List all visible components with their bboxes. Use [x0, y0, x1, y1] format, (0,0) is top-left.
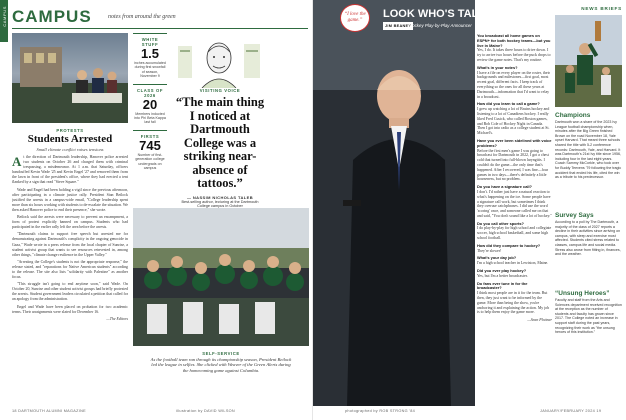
qa-item [477, 139, 552, 182]
photo-credit: photographed by ROB STRONG '84 [345, 409, 416, 413]
article-paragraph: "This struggle isn't going to end anytime soon," said Wade. On October 20, Sunrise and other student activist groups had briefly protested the arrests. Student government leaders circulated a petition that called for an apology from the administration. [12, 282, 128, 302]
article-paragraph: "Arresting the College's students is not the appropriate response," the release stated, and "reparations for Native American students" according to the release. The site also lists "solidarity with Palestine" as another focus. [12, 259, 128, 280]
protest-photo-illustration [12, 33, 128, 123]
qa-answer: Before the first men's game I was going to broadcast for Dartmouth in 2022, I got a chest cold that turned into full-blown laryngitis. I couldn't do the game—the only time that's happened. After I recovered, I was fine—four games in two days—there's definitely a little hoarseness, but no problem. [477, 148, 549, 182]
side-tab-label: CAMPUS [2, 6, 7, 27]
qa-item [477, 102, 552, 136]
brief-text [555, 120, 622, 180]
article-deck: Small climate conflict raises tensions [36, 147, 104, 152]
qa-question: You broadcast all home games on ESPN+ for both hockey teams—but you live in Maine? [477, 34, 551, 48]
stat-number: 20 [142, 96, 158, 112]
article-paragraph: Engel and Wade have been placed on probation for two academic terms. Their arraignments were slated for December 16. [12, 304, 128, 314]
section-title: CAMPUS [12, 7, 92, 26]
article-paragraph: At the direction of Dartmouth leadership, Hanover police arrested two students on October 26 and charged them with criminal trespassing, a misdemeanor. At 1 a.m. that Saturday, officers handcuffed Kevin Wade '25 and Kevin Engel '27 and removed them from the lawn in front of the president's office, where they had erected a tent flanked by a sign that read "Sieve Square." [12, 155, 128, 185]
photo-caption-kicker: SELF-SERVICE [202, 351, 240, 356]
folio-left: 18 DARTMOUTH ALUMNI MAGAZINE [12, 409, 86, 413]
article-paragraph: Beilock said the arrests were necessary to prevent an encampment, a form of protest explicitly banned on campus. Students who had participated in the earlier rally left the area before the arrests. [12, 215, 128, 230]
qa-item [477, 34, 552, 63]
qa-answer: I grew up watching a lot of Bruins hockey and listening to a lot of Canadiens hockey. I really liked Fred Cusick, who called Boston games, and Bob Cole of Hockey Night in Canada. Then I got into radio as a college student at St. Michael's. [477, 107, 550, 136]
selfie-photo [133, 208, 309, 346]
brief-paragraph: According to a poll by The Dartmouth, a majority of the class of 2027 reports a decline in their activities since arriving on campus, with sleep and exercise most affected. Students cited stress related to classes, campus life and social media. Stress also arose from fitting in, finances, and the weather. [555, 220, 621, 257]
qa-answer: I think most people are in it for the team. But then, they just want to be informed by the game. More than being the show, you're anchoring it and explaining the action. My job is to help them enjoy the game more. [477, 291, 550, 315]
brief-paragraph: Faculty and staff from the Arts and Sciences department received recognition at the reception as the number of students and faculty has grown since 2017. The College noted an increase in support staff during the past years, recognizing their work as "the unsung heroes of this institution." [555, 298, 622, 335]
qa-answer: I'm a high school teacher in Lewiston, Maine. [477, 261, 549, 266]
article-body [12, 155, 128, 405]
announcer-portrait-illustration [313, 0, 475, 406]
quote-kicker: VISITING VOICE [199, 88, 241, 93]
stat-kicker: FIRSTS [140, 133, 160, 139]
qa-item [477, 256, 552, 266]
qa-question: Have you ever been sidelined with voice problems? [477, 137, 552, 148]
article-kicker: PROTESTS [56, 128, 84, 133]
qa-column [475, 34, 552, 406]
stat-kicker: CLASS OF 2026 [137, 87, 163, 98]
qa-item [477, 185, 552, 219]
article-paragraph: "Dartmouth claims to support free speech but arrested me for demonstrating against Dartmouth's complicity in the ongoing genocide in Gaza," Wade wrote in a press release from the local chapter of Sunrise, a student activist group that wants to see resources reinvested in, among other things, "climate change resilience in the Upper Valley." [12, 232, 128, 257]
stat-number: 1.5 [140, 46, 160, 61]
selfie-photo-illustration [133, 208, 309, 346]
qa-answer: I don't. I'd rather just have a natural reaction to what's happening on the ice. Some people have a signature call work, but sometimes I think they overuse catchphrases. I did use the word 'scoring' once, and someone called me on that and said, "You don't sound like a lot of hockey." [477, 189, 552, 218]
news-brief [555, 112, 622, 181]
brief-title: Champions [555, 112, 591, 119]
section-rule [12, 28, 308, 29]
interviewee-name: JIM BEANEY [385, 24, 412, 28]
qa-signoff: —Sean Plottner [527, 318, 552, 323]
celebration-photo-illustration [555, 15, 622, 107]
speaker-illustration [176, 36, 262, 88]
qa-question: Do fans ever tune in for the broadcaster? [477, 280, 528, 291]
quote-attribution [175, 195, 265, 208]
stat-kicker: WHITE STUFF [141, 37, 159, 47]
section-header [12, 7, 308, 27]
section-side-tab [0, 0, 8, 42]
qa-question: Do you have a signature call? [477, 184, 532, 190]
qa-answer: They're slower! [477, 248, 502, 253]
announcer-photo [313, 0, 475, 406]
qa-item [477, 282, 552, 316]
qa-item [477, 66, 552, 100]
quote-attribution-name: — NASSIM NICHOLAS TALEB [186, 194, 253, 200]
brief-title: “Unsung Heroes” [555, 290, 610, 297]
qa-question: How did they compare to hockey? [477, 242, 541, 248]
drop-cap: A [12, 155, 22, 169]
qa-answer: I have a file on every player on the roster, their backgrounds and milestones—first goal, most recent goal, different facts. I keep track of everything so the ones for all these years at Dartmouth—information that I'd want to relay in a broadcast. [477, 70, 550, 99]
stat-block [133, 84, 167, 125]
feature-title: LOOK WHO'S TALKING [383, 8, 506, 20]
qa-item [477, 269, 552, 279]
qa-answer: I do play-by-play for high school and collegiate soccer, high school basketball, and some high school football. [477, 226, 552, 241]
brief-text [555, 298, 622, 335]
article-signoff: —The Editors [106, 316, 128, 321]
qa-question: Did you ever play hockey? [477, 268, 527, 274]
interviewee-role: Hockey Play-by-Play Announcer [409, 23, 472, 28]
stat-caption: inches accumulated during first snowfall of season, November 9 [134, 61, 166, 79]
quote-attribution-role: Best-selling author, lecturing at the Dartmouth College campus in October [181, 199, 259, 208]
protest-photo [12, 33, 128, 123]
news-briefs-heading: NEWS BRIEFS [581, 6, 622, 11]
qa-item [477, 244, 552, 254]
stat-number: 745 [139, 137, 161, 153]
stat-block [133, 33, 167, 79]
brief-paragraph: Dartmouth won a share of the 2023 Ivy League football championship when, minutes after the Big Green finished Brown on the road November 18, Yale upset Harvard. That meant three schools shared the title with 5-2 conference records: Dartmouth, Yale, and Harvard. It was Dartmouth's 21st Ivy title since 1956, including four in the last eight years. Coach Sammy McCorkle, who took over for Buddy Teevens '79 following the tragic accident that ended his life, cited the win as a tribute to his predecessor. [555, 120, 622, 180]
news-brief [555, 290, 622, 336]
brief-text [555, 220, 622, 257]
folio-right: JANUARY/FEBRUARY 2024 19 [540, 409, 602, 413]
celebration-photo [555, 15, 622, 107]
qa-question: What's in your notes? [477, 64, 518, 70]
stat-caption: Number of first-generation college undergrads on campus [135, 152, 165, 171]
photo-caption: As the football team ran through its championship season, President Beilock led the league in selfies. She clicked with Weaver of the Green Alerts during the homecoming game against Columbia. [150, 357, 292, 373]
feature-name-bar [383, 22, 479, 30]
qa-answer: Yes, but I'm a better broadcaster. [477, 273, 528, 278]
stat-caption: Members inducted into Phi Beta Kappa last fall [134, 111, 166, 125]
section-subtitle: notes from around the green [108, 14, 176, 20]
qa-question: How did you learn to call a game? [477, 101, 540, 107]
qa-question: What's your day job? [477, 255, 517, 261]
qa-answer: Yes, I do. It takes three hours to drive down. I try to arrive two hours before the puck drops to review the game notes. That's my routine. [477, 48, 551, 62]
qa-item [477, 222, 552, 241]
pull-quote [175, 88, 265, 208]
illustration-credit: illustration by DAVID WILSON [176, 409, 235, 413]
quote-bubble: “I love the game.” [340, 4, 370, 32]
news-brief [555, 212, 622, 258]
brief-title: Survey Says [555, 212, 594, 219]
stat-block [133, 130, 167, 171]
article-title: Students Arrested [27, 133, 113, 145]
quote-text: “The main thing I noticed at Dartmouth College was a striking near-absence of tattoos.” [175, 95, 265, 190]
qa-question: Do you call other sports? [477, 220, 524, 226]
stats-column [133, 33, 167, 175]
article-paragraph: Wade and Engel had been holding a vigil since the previous afternoon, after participating in a climate justice rally. President Sian Beilock justified the arrests in a campus-wide email, "College leadership spent more than six hours working with students to de-escalate the situation. We then asked Hanover police to end their presence," she wrote. [12, 187, 128, 212]
speaker-portrait-icon [176, 36, 262, 88]
news-briefs [555, 0, 622, 406]
